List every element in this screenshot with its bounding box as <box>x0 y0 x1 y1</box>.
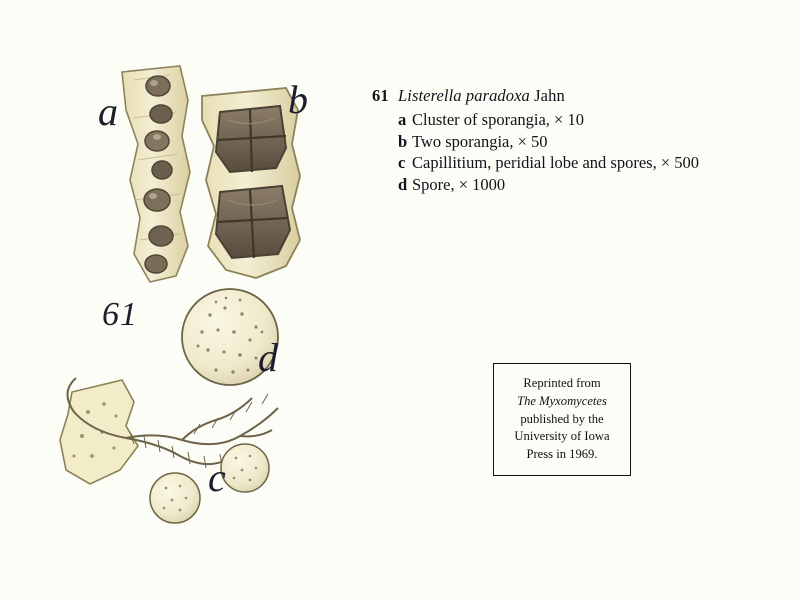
caption-item-letter: b <box>398 131 408 151</box>
figure-c-capillitium <box>60 378 278 523</box>
caption-authority: Jahn <box>534 86 565 105</box>
plate-label-number: 61 <box>102 296 138 333</box>
plate-caption <box>372 86 772 195</box>
caption-item-d <box>398 174 772 196</box>
caption-item-text: Two sporangia, × 50 <box>412 131 548 151</box>
caption-item-text: Capillitium, peridial lobe and spores, × 500 <box>412 153 700 173</box>
plate-label-a: a <box>98 89 118 134</box>
plate-label-b: b <box>288 77 308 122</box>
reprint-book-title: The Myxomycetes <box>517 393 607 408</box>
reprint-notice-box <box>493 363 631 476</box>
caption-item-c <box>398 152 772 174</box>
plate-label-d: d <box>258 335 278 380</box>
caption-item-letter: a <box>398 110 407 129</box>
plate-label-c: c <box>208 455 226 500</box>
caption-item-letter: c <box>398 153 406 173</box>
reprint-line-4: University of Iowa <box>514 429 610 444</box>
reprint-line-1: Reprinted from <box>523 375 601 390</box>
caption-item-text: Cluster of sporangia, × 10 <box>412 110 584 129</box>
figure-b-sporangia <box>202 88 300 278</box>
caption-species-name: Listerella paradoxa <box>398 86 530 105</box>
illustration-plate <box>30 40 360 540</box>
caption-item-text: Spore, × 1000 <box>412 174 506 194</box>
caption-item-letter: d <box>398 174 408 194</box>
reprint-line-5: Press in 1969. <box>526 447 598 462</box>
plate-drawing <box>30 40 360 540</box>
caption-item-b <box>398 131 772 153</box>
caption-item-a <box>398 109 772 131</box>
reprint-line-3: published by the <box>520 411 604 426</box>
figure-a-cluster <box>122 66 190 282</box>
caption-title <box>372 86 772 106</box>
caption-plate-number: 61 <box>372 86 389 105</box>
caption-item-list <box>398 109 772 195</box>
